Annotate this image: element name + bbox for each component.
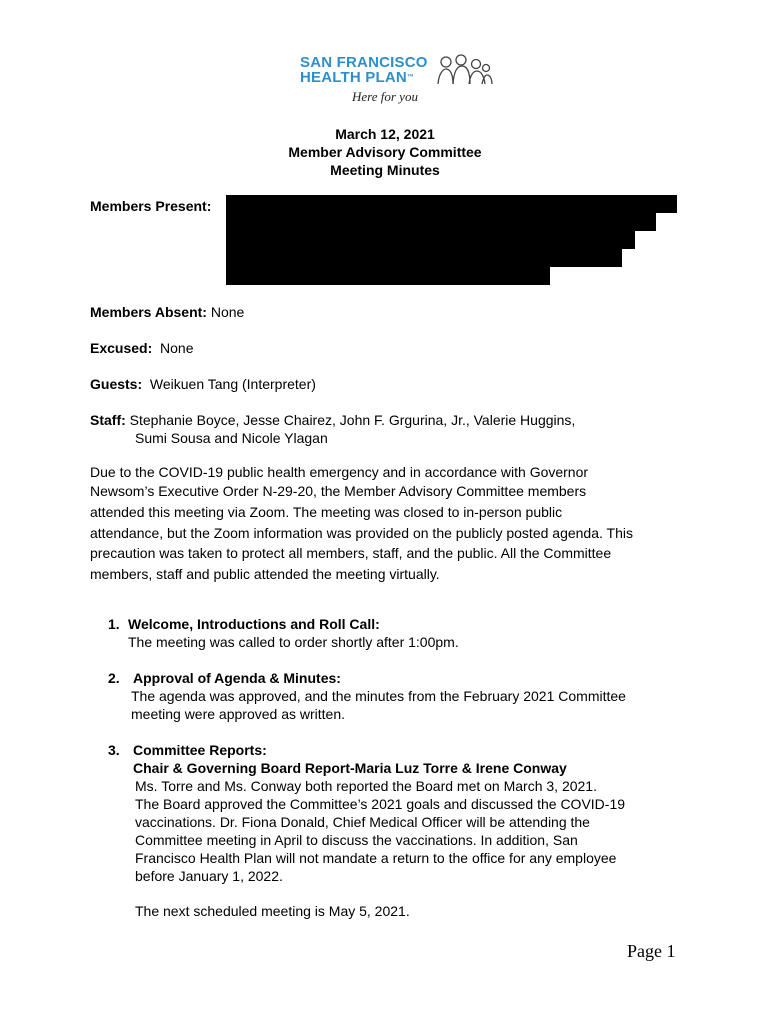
item-text: The meeting was called to order shortly after 1:00pm. xyxy=(128,634,459,650)
item-text: Committee meeting in April to discuss the vaccinations. In addition, San xyxy=(135,832,578,848)
item-title: Committee Reports: xyxy=(133,742,267,758)
page-number: Page 1 xyxy=(627,941,676,961)
excused-label: Excused: xyxy=(90,340,153,356)
item-text: meeting were approved as written. xyxy=(131,706,345,722)
staff-line-2: Sumi Sousa and Nicole Ylagan xyxy=(135,430,328,446)
item-text: vaccinations. Dr. Fiona Donald, Chief Medical Officer will be attending the xyxy=(135,814,590,830)
item-text: Francisco Health Plan will not mandate a return to the office for any employee xyxy=(135,850,617,866)
excused-value: None xyxy=(152,340,194,356)
meeting-date: March 12, 2021 xyxy=(335,126,435,142)
item-number: 1. xyxy=(108,616,120,632)
intro-line: attended this meeting via Zoom. The meeting was closed to in-person public xyxy=(90,504,563,520)
members-present-label: Members Present: xyxy=(90,198,212,214)
excused xyxy=(90,339,194,357)
intro-line: attendance, but the Zoom information was provided on the publicly posted agenda. This xyxy=(90,525,633,541)
committee-name: Member Advisory Committee xyxy=(288,144,482,160)
redaction-bar xyxy=(226,249,622,267)
intro-line: members, staff and public attended the meeting virtually. xyxy=(90,566,440,582)
intro-line: Due to the COVID-19 public health emergency and in accordance with Governor xyxy=(90,464,589,480)
intro-line: Newsom’s Executive Order N-29-20, the Member Advisory Committee members xyxy=(90,483,587,499)
guests-value: Weikuen Tang (Interpreter) xyxy=(142,376,316,392)
item-number: 3. xyxy=(108,742,120,758)
redaction-bar xyxy=(226,267,550,285)
document-type: Meeting Minutes xyxy=(330,162,440,178)
item-number: 2. xyxy=(108,670,120,686)
guests xyxy=(90,375,316,393)
redaction-bar xyxy=(226,213,656,231)
family-people-icon xyxy=(436,54,494,88)
logo xyxy=(300,54,500,110)
guests-label: Guests: xyxy=(90,376,143,392)
members-absent-label: Members Absent: xyxy=(90,304,207,320)
staff-line-1: Stephanie Boyce, Jesse Chairez, John F. Grgurina, Jr., Valerie Huggins, xyxy=(125,412,576,428)
redaction-bar xyxy=(226,195,677,213)
next-meeting: The next scheduled meeting is May 5, 2021. xyxy=(135,903,410,919)
item-text: The Board approved the Committee’s 2021 goals and discussed the COVID-19 xyxy=(135,796,626,812)
item-title: Welcome, Introductions and Roll Call: xyxy=(128,616,380,632)
item-title: Approval of Agenda & Minutes: xyxy=(133,670,341,686)
item-text: before January 1, 2022. xyxy=(135,868,283,884)
members-absent-value: None xyxy=(206,304,245,320)
item-text: The agenda was approved, and the minutes from the February 2021 Committee xyxy=(131,688,626,704)
intro-line: precaution was taken to protect all members, staff, and the public. All the Committee xyxy=(90,545,612,561)
logo-line2: HEALTH PLAN™ xyxy=(300,69,415,86)
logo-line1: SAN FRANCISCO xyxy=(300,54,428,71)
staff-label: Staff: xyxy=(90,412,126,428)
members-absent xyxy=(90,303,244,321)
item-subtitle: Chair & Governing Board Report-Maria Luz Torre & Irene Conway xyxy=(133,760,567,776)
staff xyxy=(90,411,575,429)
redaction-bar xyxy=(226,231,635,249)
item-text: Ms. Torre and Ms. Conway both reported the Board met on March 3, 2021. xyxy=(135,778,597,794)
logo-tagline: Here for you xyxy=(352,89,418,104)
